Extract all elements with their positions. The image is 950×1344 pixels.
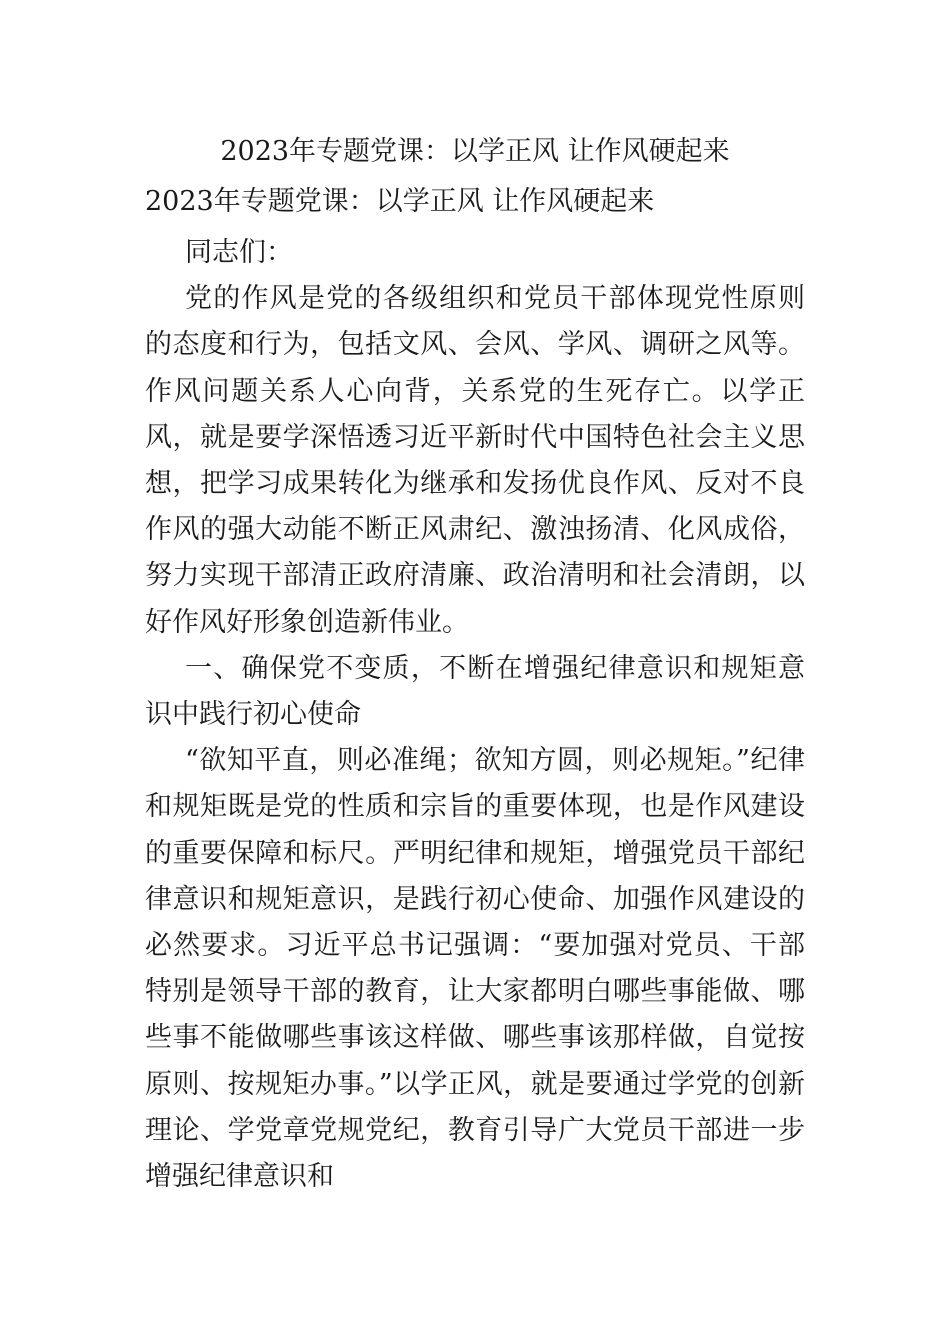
document-body (145, 230, 805, 1200)
document-subtitle: 2023年专题党课：以学正风 让作风硬起来 (145, 186, 655, 217)
section-heading-1: 一、确保党不变质，不断在增强纪律意识和规矩意识中践行初心使命 (145, 652, 805, 731)
paragraph-intro: 党的作风是党的各级组织和党员干部体现党性原则的态度和行为，包括文风、会风、学风、调研之风等。作风问题关系人心向背，关系党的生死存亡。以学正风，就是要学深悟透习近平新时代中国特色社会主义思想，把学习成果转化为继承和发扬优良作风、反对不良作风的强大动能不断正风肃纪、激浊扬清、化风成俗，努力实现干部清正政府清廉、政治清明和社会清朗，以好作风好形象创造新伟业。 (145, 283, 805, 638)
paragraph-section-1: “欲知平直，则必准绳；欲知方圆，则必规矩。”纪律和规矩既是党的性质和宗旨的重要体现，也是作风建设的重要保障和标尺。严明纪律和规矩，增强党员干部纪律意识和规矩意识，是践行初心使命、加强作风建设的必然要求。习近平总书记强调：“要加强对党员、干部特别是领导干部的教育，让大家都明白哪些事能做、哪些事不能做哪些事该这样做、哪些事该那样做，自觉按原则、按规矩办事。”以学正风，就是要通过学党的创新理论、学党章党规党纪，教育引导广大党员干部进一步增强纪律意识和 (145, 745, 805, 1193)
greeting: 同志们： (185, 237, 293, 268)
document-title: 2023年专题党课：以学正风 让作风硬起来 (220, 136, 730, 167)
